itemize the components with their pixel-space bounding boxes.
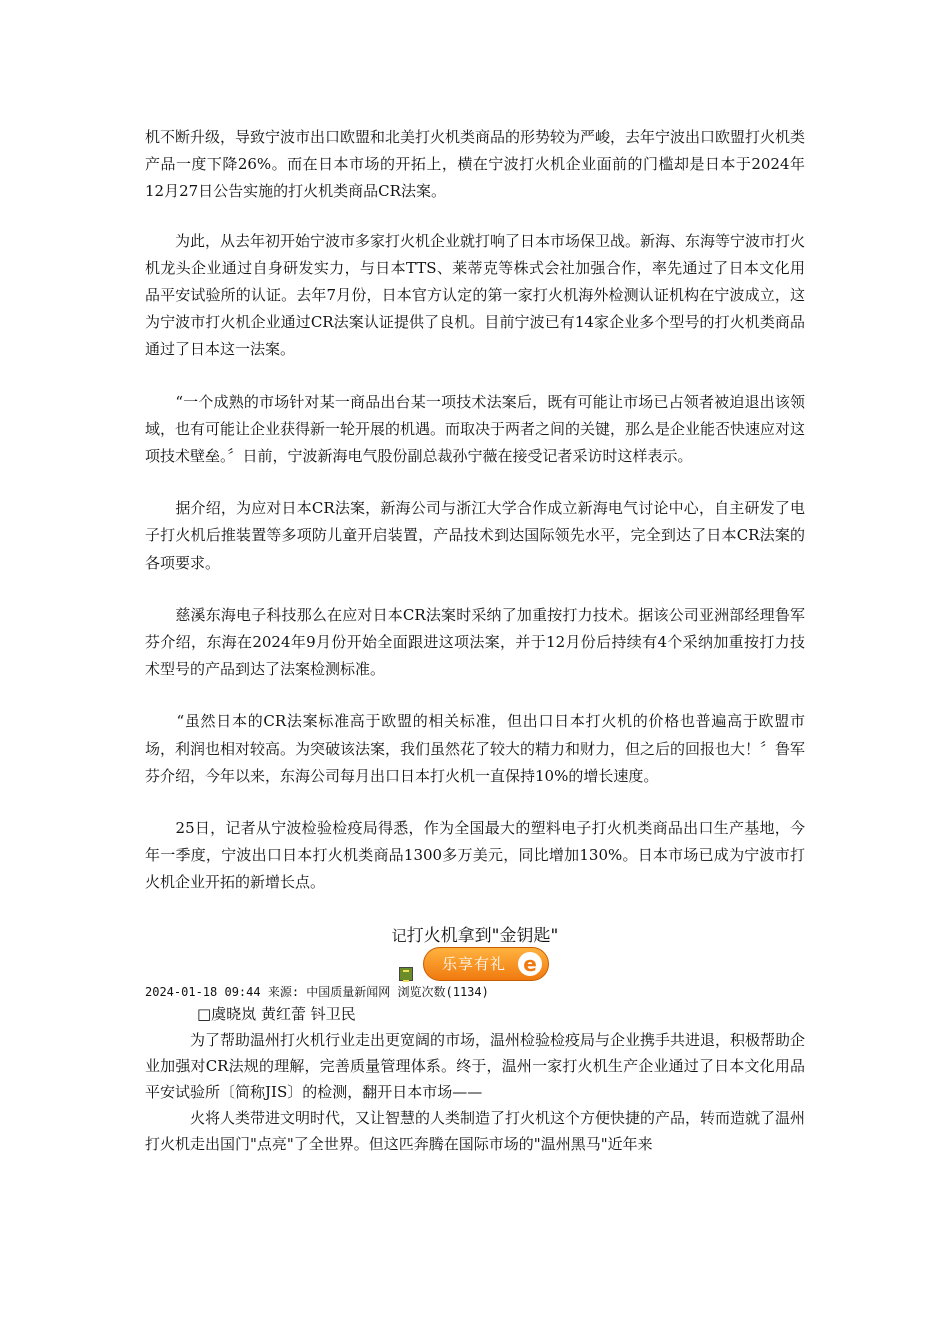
paragraph: 25日，记者从宁波检验检疫局得悉，作为全国最大的塑料电子打火机类商品出口生产基地，今年一季度，宁波出口日本打火机类商品1300多万美元，同比增加130%。日本市场已成为宁波市打火机企业开拓的新增长点。	[145, 819, 805, 892]
paragraph: “一个成熟的市场针对某一商品出台某一项技术法案后，既有可能让市场已占领者被迫退出该领域，也有可能让企业获得新一轮开展的机遇。而取决于两者之间的关键，那么是企业能否快速应对这项技术壁垒。〞日前，宁波新海电气股份副总裁孙宁薇在接受记者采访时这样表示。	[145, 392, 806, 466]
paragraph: 据介绍，为应对日本CR法案，新海公司与浙江大学合作成立新海电气讨论中心，自主研发了电子打火机后推装置等多项防儿童开启装置，产品技术到达国际领先水平，完全到达了日本CR法案的各项要求。	[145, 499, 805, 572]
e-logo-icon: e	[518, 952, 542, 976]
paragraph: 机不断升级，导致宁波市出口欧盟和北美打火机类商品的形势较为严峻，去年宁波出口欧盟打火机类产品一度下降26%。而在日本市场的开拓上，横在宁波打火机企业面前的门槛却是日本于2024年12月27日公告实施的打火机类商品CR法案。	[145, 128, 806, 201]
gift-button-label: 乐享有礼	[442, 955, 507, 974]
paragraph: 慈溪东海电子科技那么在应对日本CR法案时采纳了加重按打力技术。据该公司亚洲部经理鲁军芬介绍，东海在2024年9月份开始全面跟进这项法案，并于12月份后持续有4个采纳加重按打力技术型号的产品到达了法案检测标准。	[145, 605, 805, 679]
title-main: 打火机拿到"金钥匙"	[406, 925, 559, 946]
paragraph: 火将人类带进文明时代，又让智慧的人类制造了打火机这个方便快捷的产品，转而造就了温州打火机走出国门"点亮"了全世界。但这匹奔腾在国际市场的"温州黑马"近年来	[145, 1108, 806, 1153]
gift-button[interactable]	[423, 947, 549, 981]
authors: □虞晓岚 黄红蕾 钭卫民	[197, 1004, 356, 1023]
article-meta: 2024-01-18 09:44 来源: 中国质量新闻网 浏览次数(1134)	[145, 984, 489, 999]
document-page	[145, 124, 805, 1157]
paragraph: “虽然日本的CR法案标准高于欧盟的相关标准，但出口日本打火机的价格也普遍高于欧盟市场，利润也相对较高。为突破该法案，我们虽然花了较大的精力和财力，但之后的回报也大！〞鲁军芬介绍，今年以来，东海公司每月出口日本打火机一直保持10%的增长速度。	[145, 712, 806, 785]
title-prefix: 记	[391, 926, 407, 945]
share-icon[interactable]	[399, 967, 413, 981]
badge-row	[145, 945, 805, 983]
paragraph: 为了帮助温州打火机行业走出更宽阔的市场，温州检验检疫局与企业携手共进退，积极帮助企业加强对CR法规的理解，完善质量管理体系。终于，温州一家打火机生产企业通过了日本文化用品平安试验所〔简称JIS〕的检测，翻开日本市场——	[145, 1030, 806, 1101]
paragraph: 为此，从去年初开始宁波市多家打火机企业就打响了日本市场保卫战。新海、东海等宁波市打火机龙头企业通过自身研发实力，与日本TTS、莱蒂克等株式会社加强合作，率先通过了日本文化用品平安试验所的认证。去年7月份，日本官方认定的第一家打火机海外检测认证机构在宁波成立，这为宁波市打火机企业通过CR法案认证提供了良机。目前宁波已有14家企业多个型号的打火机类商品通过了日本这一法案。	[145, 231, 806, 359]
article-title	[145, 921, 805, 945]
